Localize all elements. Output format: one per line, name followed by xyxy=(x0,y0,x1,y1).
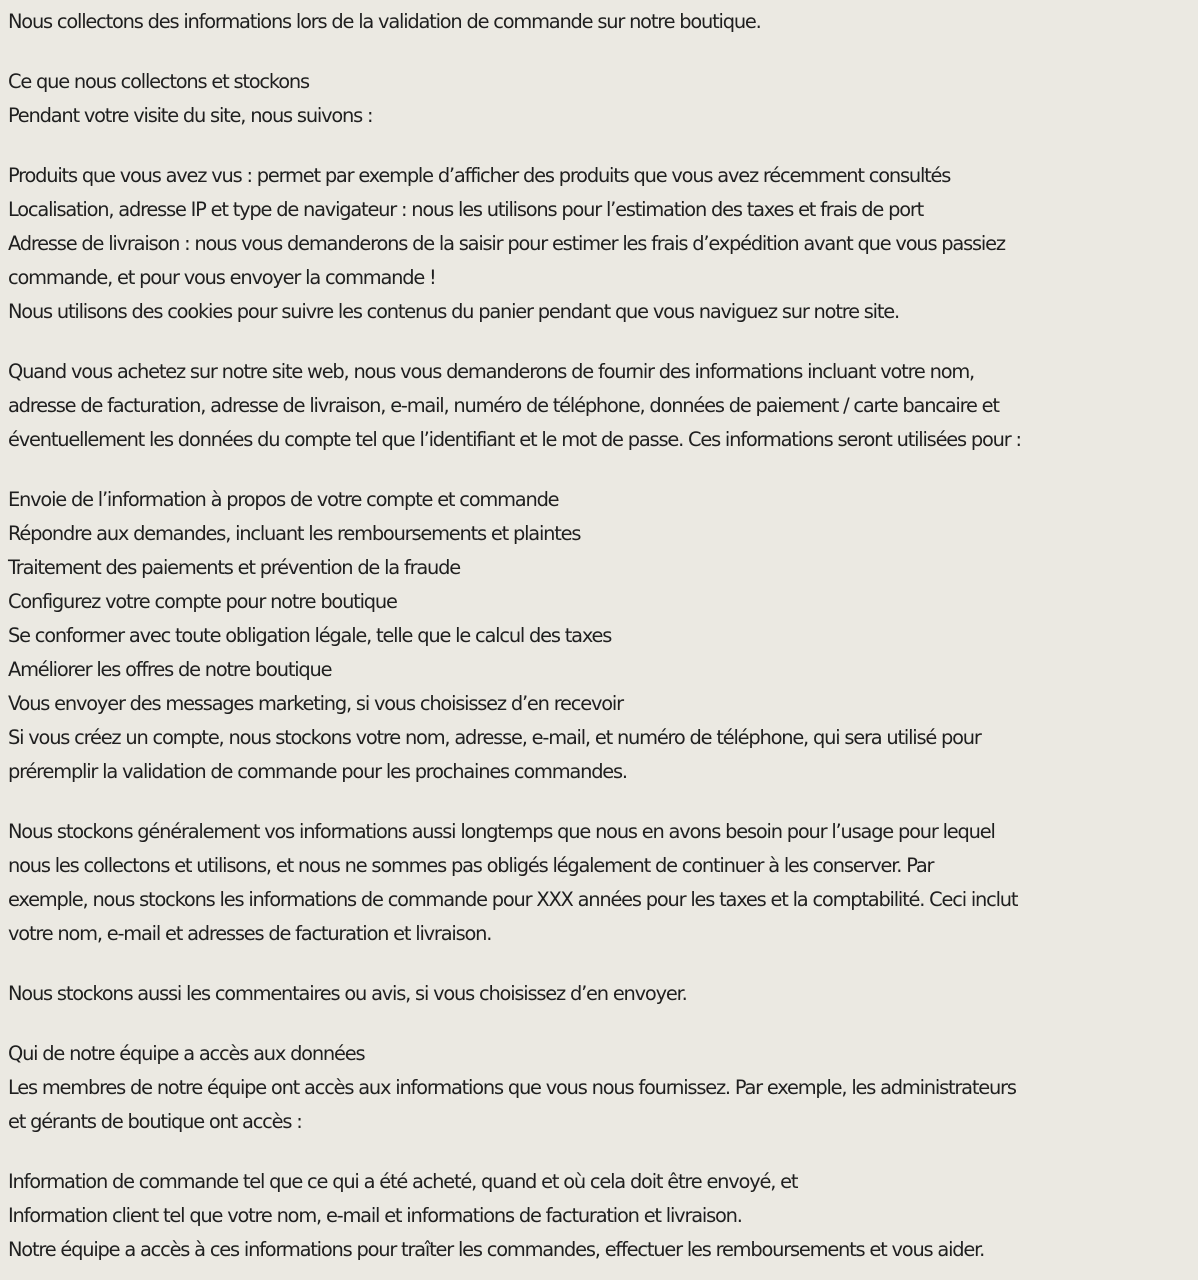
text-line: nous les collectons et utilisons, et nous ne sommes pas obligés légalement de continuer à les conserver. Par xyxy=(8,854,934,877)
list-item: commande, et pour vous envoyer la commande ! xyxy=(8,266,436,289)
list-item: Vous envoyer des messages marketing, si vous choisissez d’en recevoir xyxy=(8,692,623,715)
intro-paragraph xyxy=(8,5,1198,39)
text-line: préremplir la validation de commande pour les prochaines commandes. xyxy=(8,760,627,783)
list-item: Améliorer les offres de notre boutique xyxy=(8,658,332,681)
list-item: Répondre aux demandes, incluant les remboursements et plaintes xyxy=(8,522,581,545)
list-item: Information client tel que votre nom, e-mail et informations de facturation et livraison. xyxy=(8,1204,742,1227)
text-line: Pendant votre visite du site, nous suivons : xyxy=(8,104,373,127)
tracking-list xyxy=(8,159,1198,329)
text-line: Nous stockons généralement vos informations aussi longtemps que nous en avons besoin pour l’usage pour lequel xyxy=(8,820,995,843)
section-heading: Ce que nous collectons et stockons xyxy=(8,70,309,93)
text-line: exemple, nous stockons les informations de commande pour XXX années pour les taxes et la comptabilité. Ceci inclut xyxy=(8,888,1018,911)
text-line: Nous stockons aussi les commentaires ou avis, si vous choisissez d’en envoyer. xyxy=(8,982,687,1005)
list-item: Adresse de livraison : nous vous demanderons de la saisir pour estimer les frais d’expédition avant que vous passiez xyxy=(8,232,1005,255)
list-item: Produits que vous avez vus : permet par exemple d’afficher des produits que vous avez récemment consultés xyxy=(8,164,951,187)
list-item: Envoie de l’information à propos de votre compte et commande xyxy=(8,488,559,511)
purchase-info-paragraph xyxy=(8,355,1198,457)
usage-list xyxy=(8,483,1198,789)
text-line: adresse de facturation, adresse de livraison, e-mail, numéro de téléphone, données de paiement / carte bancaire et xyxy=(8,394,999,417)
list-item: Information de commande tel que ce qui a été acheté, quand et où cela doit être envoyé, et xyxy=(8,1170,798,1193)
team-access-paragraph xyxy=(8,1037,1198,1139)
list-item: Se conformer avec toute obligation légale, telle que le calcul des taxes xyxy=(8,624,612,647)
text-line: votre nom, e-mail et adresses de facturation et livraison. xyxy=(8,922,492,945)
text-line: Notre équipe a accès à ces informations pour traîter les commandes, effectuer les remboursements et vous aider. xyxy=(8,1238,985,1261)
list-item: Localisation, adresse IP et type de navigateur : nous les utilisons pour l’estimation des taxes et frais de port xyxy=(8,198,924,221)
text-line: Les membres de notre équipe ont accès aux informations que vous nous fournissez. Par exemple, les administrateurs xyxy=(8,1076,1016,1099)
text-line: Quand vous achetez sur notre site web, nous vous demanderons de fournir des informations incluant votre nom, xyxy=(8,360,975,383)
list-item: Traitement des paiements et prévention de la fraude xyxy=(8,556,460,579)
section-heading: Qui de notre équipe a accès aux données xyxy=(8,1042,365,1065)
comments-paragraph xyxy=(8,977,1198,1011)
list-item: Configurez votre compte pour notre boutique xyxy=(8,590,397,613)
text-line: éventuellement les données du compte tel que l’identifiant et le mot de passe. Ces informations seront utilisées pour : xyxy=(8,428,1021,451)
text-line: Nous utilisons des cookies pour suivre les contenus du panier pendant que vous naviguez sur notre site. xyxy=(8,300,899,323)
text-line: Nous collectons des informations lors de la validation de commande sur notre boutique. xyxy=(8,10,761,33)
collect-store-paragraph xyxy=(8,65,1198,133)
text-line: et gérants de boutique ont accès : xyxy=(8,1110,302,1133)
text-line: Si vous créez un compte, nous stockons votre nom, adresse, e-mail, et numéro de téléphone, qui sera utilisé pour xyxy=(8,726,981,749)
access-list xyxy=(8,1165,1198,1267)
retention-paragraph xyxy=(8,815,1198,951)
